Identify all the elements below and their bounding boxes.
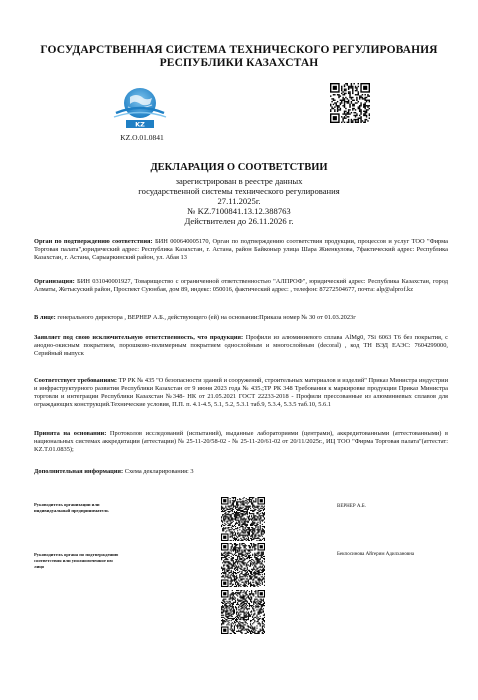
head-name: ВЕРНЕР А.Б. [337,504,366,509]
reg-date: 27.11.2025г. [217,196,261,206]
section-label: Орган по подтверждению соответствия: [34,238,153,245]
declaration-number: № KZ.7100841.13.12.388763 [187,206,291,216]
section-text: Профили из алюминиевого сплава AlMg0, 7Si 6063 T6 без покрытия, с анодно-окисным покрытием, порошково-полимерным покрытием однослойным и многослойным (decoral) , код ТН ВЭД ЕАЭС: 7604299000, Серийный выпуск [34,334,448,357]
section-organization [34,278,448,294]
header-title-line1: ГОСУДАРСТВЕННАЯ СИСТЕМА ТЕХНИЧЕСКОГО РЕГУЛИРОВАНИЯ [40,44,438,56]
declaration-title: ДЕКЛАРАЦИЯ О СООТВЕТСТВИИ [150,162,328,173]
document-header [30,44,448,70]
valid-until: Действителен до 26.11.2026 г. [184,216,294,226]
section-product [34,334,448,358]
signature-qr-code-icon [221,497,265,541]
section-label: Соответствует требованиям: [34,377,118,384]
section-text: БИН 000640005170, Орган по подтверждению соответствия продукции, процессов и услуг ТОО "Фирма Торговая палата",юридический адрес: Республика Казахстан, г. Астана, район Байконыр улица Шара Жиенкулова, 7фактический адрес: Республика Казахстан, г. Астана, Сарыаркинский район, ул. Абая 13 [34,238,448,261]
organ-head-signature-label [34,552,184,570]
section-label: Принята на основании: [34,430,107,437]
organ-head-name: Бекпосинова Айгерим Адилхановна [337,552,415,557]
section-requirements [34,377,448,409]
section-text: Схема декларирования: 3 [123,468,194,475]
section-text: генерального директора , ВЕРНЕР А.Б., действующего (ей) на основании:Приказа номер № 30 от 01.03.2023г [55,314,356,321]
section-organ [34,238,448,262]
kazakhstan-standard-logo-icon [108,83,172,131]
svg-text:KZ: KZ [135,120,145,129]
section-label: Заявляет под свою исключительную ответственность, что продукция: [34,334,244,341]
signature-qr-code-icon [221,590,265,634]
section-text: Протоколов исследований (испытаний), выданные лабораториями (центрами), аккредитованными (аттестованными) в национальных системах аккредитации (аттестации) № 25-11-20/58-02 - № 25-11-20/61-02 от 20/11/2025г., ИЦ ТОО "Фирма Торговая палата"(аттестат: KZ.T.01.0835); [34,430,448,453]
reg-line2: государственной системы технического регулирования [138,186,340,196]
section-representative [34,314,448,322]
section-label: Организация: [34,278,75,285]
section-basis [34,430,448,454]
label-line: Руководитель организации или [34,502,100,507]
label-line: лицо [34,564,45,569]
section-text: ТР РК № 435 "О безопасности зданий и сооружений, строительных материалов и изделий" Приказ Министра индустрии и инфраструктурного развития Республики Казахстан от 9 июня 2023 года № 435.;ТР РК 348 Требования к маркировке продукции Приказ Министра торговли и интеграции Республики Казахстан №348- НК от 21.05.2021 ГОСТ 22233-2018 - Профили прессованные из алюминиевых сплавов для ограждающих конструкций.Технические условия, П.П. п. 4.1-4.5, 5.1, 5.2, 5.3.1 таб.9, 5.3.4, 5.3.5 таб.10, 5.6.1 [34,377,448,408]
section-text: БИН 031040001927, Товарищество с ограниченной ответственностью "АЛПРОФ", юридический адрес: Республика Казахстан, город Алматы, Жетысуский район, Проспект Суюнбая, дом 89, индекс: 050016, фактический адрес: , телефон: 87272504677, почта: alp@alprof.kz [34,278,448,293]
reg-line1: зарегистрирован в реестре данных [175,176,303,186]
label-line: индивидуальный предприниматель [34,508,109,513]
qr-code-icon [330,83,370,123]
section-label: Дополнительная информация: [34,468,124,475]
signature-qr-code-icon [221,543,265,587]
header-title-line2: РЕСПУБЛИКИ КАЗАХСТАН [159,57,319,69]
registration-block [60,176,418,226]
logo-code: KZ.O.01.0841 [120,133,164,142]
label-line: Руководитель органа по подтверждению [34,552,119,557]
section-label: В лице: [34,314,56,321]
section-additional [34,468,448,476]
head-signature-label [34,502,184,514]
label-line: соответствия или уполномоченное им [34,558,113,563]
